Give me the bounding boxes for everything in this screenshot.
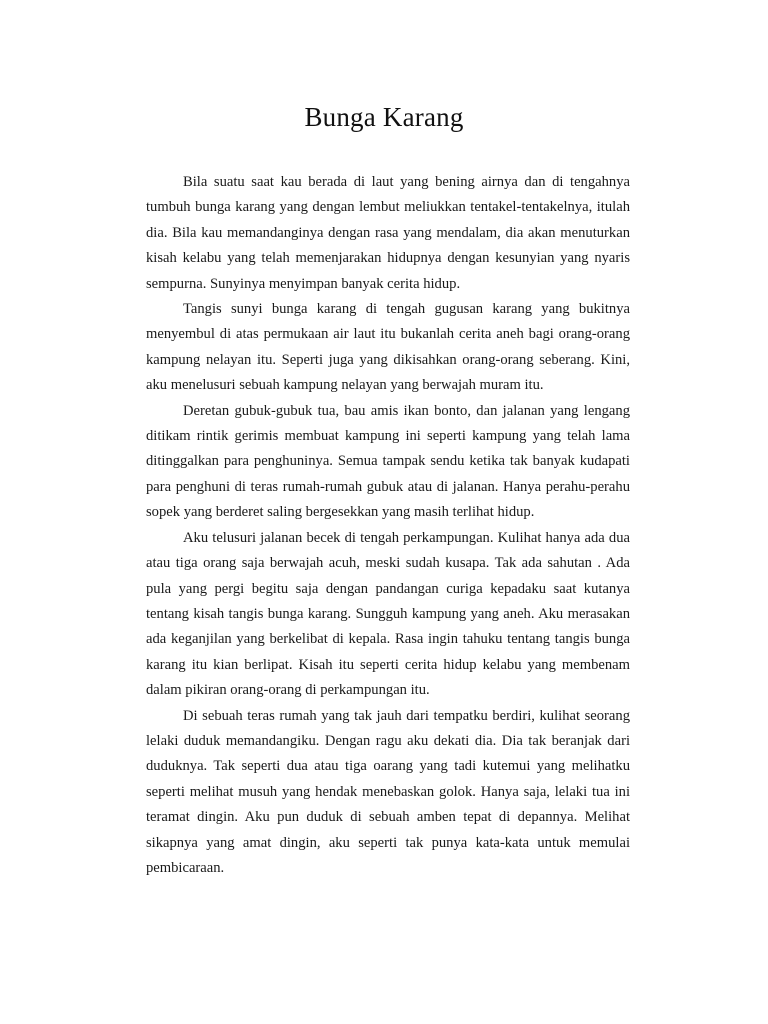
paragraph-3: Deretan gubuk-gubuk tua, bau amis ikan bonto, dan jalanan yang lengang ditikam rintik gerimis membuat kampung ini seperti kampung yang telah lama ditinggalkan para penghuninya. Semua tampak sendu ketika tak banyak kudapati para penghuni di teras rumah-rumah gubuk atau di jalanan. Hanya perahu-perahu sopek yang berderet saling bergesekkan yang masih terlihat hidup. (146, 402, 630, 521)
story-body (146, 170, 630, 881)
page-title: Bunga Karang (304, 102, 464, 132)
paragraph-1: Bila suatu saat kau berada di laut yang bening airnya dan di tengahnya tumbuh bunga karang yang dengan lembut meliukkan tentakel-tentakelnya, itulah dia. Bila kau memandanginya dengan rasa yang mendalam, dia akan menuturkan kisah kelabu yang telah memenjarakan hidupnya dengan kesunyian yang nyaris sempurna. Sunyinya menyimpan banyak cerita hidup. (146, 174, 630, 292)
paragraph-4: Aku telusuri jalanan becek di tengah perkampungan. Kulihat hanya ada dua atau tiga orang saja berwajah acuh, meski sudah kusapa. Tak ada sahutan . Ada pula yang pergi begitu saja dengan pandangan curiga kepadaku saat kutanya tentang kisah tangis bunga karang. Sungguh kampung yang aneh. Aku merasakan ada keganjilan yang berkelibat di kepala. Rasa ingin tahuku tentang tangis bunga karang itu kian berlipat. Kisah itu seperti cerita hidup kelabu yang membenam dalam pikiran orang-orang di perkampungan itu. (146, 529, 630, 699)
paragraph-5: Di sebuah teras rumah yang tak jauh dari tempatku berdiri, kulihat seorang lelaki duduk memandangiku. Dengan ragu aku dekati dia. Dia tak beranjak dari duduknya. Tak seperti dua atau tiga oarang yang tadi kutemui yang melihatku seperti melihat musuh yang hendak menebaskan golok. Hanya saja, lelaki tua ini teramat dingin. Aku pun duduk di sebuah amben tepat di depannya. Melihat sikapnya yang amat dingin, aku seperti tak punya kata-kata untuk memulai pembicaraan. (146, 707, 630, 876)
paragraph-2: Tangis sunyi bunga karang di tengah gugusan karang yang bukitnya menyembul di atas permukaan air laut itu bukanlah cerita aneh bagi orang-orang kampung nelayan itu. Seperti juga yang dikisahkan orang-orang seberang. Kini, aku menelusuri sebuah kampung nelayan yang berwajah muram itu. (146, 301, 630, 394)
